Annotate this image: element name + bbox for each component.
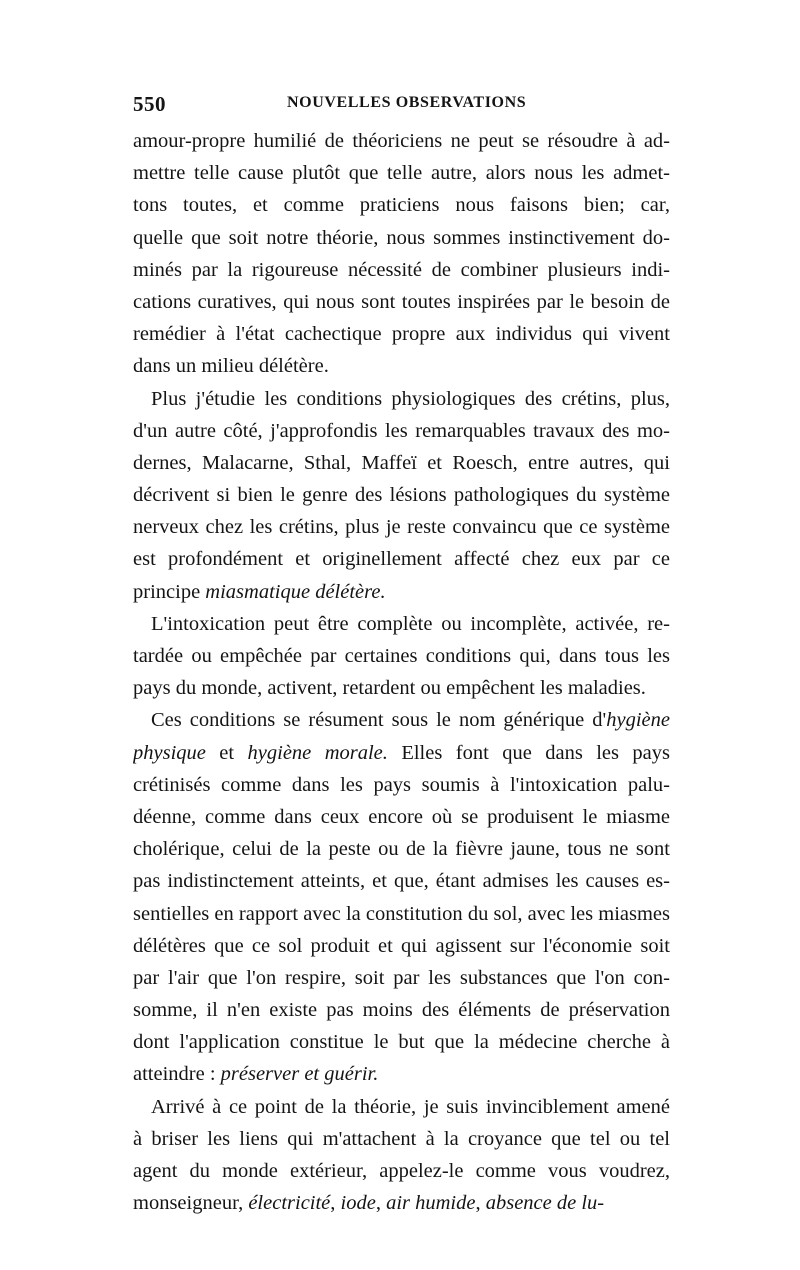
text-line bbox=[133, 1187, 670, 1219]
text-line bbox=[133, 479, 670, 511]
text-run: par l'air que l'on respire, soit par les substances que l'on con- bbox=[133, 966, 670, 989]
text-run: tardée ou empêchée par certaines conditions qui, dans tous les bbox=[133, 645, 670, 667]
italic-text: absence de lu- bbox=[485, 1192, 605, 1215]
text-line bbox=[133, 1058, 670, 1090]
page-number: 550 bbox=[133, 92, 166, 116]
text-line bbox=[133, 350, 670, 382]
text-line bbox=[133, 640, 670, 672]
text-run: L'intoxication peut être complète ou incomplète, activée, re- bbox=[151, 612, 670, 635]
text-run: , bbox=[475, 1192, 486, 1215]
text-run: à briser les liens qui m'attachent à la croyance que tel ou tel bbox=[133, 1127, 670, 1150]
text-line bbox=[133, 865, 670, 897]
italic-text: hygiène bbox=[606, 709, 670, 732]
text-run: principe bbox=[133, 580, 206, 603]
text-line bbox=[133, 1026, 670, 1058]
italic-text: miasmatique délétère. bbox=[205, 580, 386, 603]
text-line bbox=[133, 254, 670, 286]
text-run: dans un milieu délétère. bbox=[133, 355, 329, 378]
text-run: remédier à l'état cachectique propre aux individus qui vivent bbox=[133, 323, 670, 346]
text-run: dont l'application constitue le but que la médecine cherche à bbox=[133, 1031, 670, 1054]
text-run: , bbox=[375, 1192, 387, 1215]
text-line bbox=[133, 189, 670, 221]
text-run: somme, il n'en existe pas moins des éléments de préservation bbox=[133, 999, 670, 1022]
italic-text: air humide bbox=[386, 1192, 476, 1215]
text-line bbox=[133, 543, 670, 575]
text-run: quelle que soit notre théorie, nous sommes instinctivement do- bbox=[133, 226, 670, 249]
text-run: dernes, Malacarne, Sthal, Maffeï et Roesch, entre autres, qui bbox=[133, 451, 670, 474]
text-line bbox=[133, 704, 670, 736]
text-line bbox=[133, 1155, 670, 1187]
text-line bbox=[133, 1123, 670, 1155]
text-line bbox=[133, 576, 670, 608]
italic-text: hygiène morale. bbox=[247, 741, 388, 764]
text-line bbox=[133, 286, 670, 318]
italic-text: préserver et guérir. bbox=[220, 1063, 379, 1086]
text-line bbox=[133, 994, 670, 1026]
text-run: d'un autre côté, j'approfondis les remarquables travaux des mo- bbox=[133, 419, 670, 442]
text-line bbox=[133, 222, 670, 254]
text-line bbox=[133, 672, 670, 704]
text-run: monseigneur, bbox=[133, 1192, 249, 1215]
text-run: minés par la rigoureuse nécessité de combiner plusieurs indi- bbox=[133, 258, 670, 281]
text-run: Elles font que dans les pays bbox=[387, 741, 670, 764]
text-run: agent du monde extérieur, appelez-le comme vous voudrez, bbox=[133, 1160, 670, 1182]
text-line bbox=[133, 608, 670, 640]
text-run: mettre telle cause plutôt que telle autre, alors nous les admet- bbox=[133, 162, 670, 185]
text-line bbox=[133, 1091, 670, 1123]
text-run: , bbox=[330, 1192, 341, 1215]
text-line bbox=[133, 801, 670, 833]
text-line bbox=[133, 511, 670, 543]
text-run: Plus j'étudie les conditions physiologiques des crétins, plus, bbox=[151, 387, 670, 410]
text-line bbox=[133, 383, 670, 415]
text-run: déenne, comme dans ceux encore où se produisent le miasme bbox=[133, 805, 670, 828]
text-run: pays du monde, activent, retardent ou empêchent les maladies. bbox=[133, 677, 646, 700]
running-title: NOUVELLES OBSERVATIONS bbox=[287, 94, 527, 111]
text-run: sentielles en rapport avec la constitution du sol, avec les miasmes bbox=[133, 902, 670, 925]
text-run: et bbox=[205, 741, 248, 764]
running-head bbox=[133, 92, 670, 120]
text-line bbox=[133, 447, 670, 479]
text-run: tons toutes, et comme praticiens nous faisons bien; car, bbox=[133, 194, 670, 217]
text-run: Ces conditions se résument sous le nom générique d' bbox=[151, 709, 607, 732]
text-line bbox=[133, 737, 670, 769]
text-run: cholérique, celui de la peste ou de la fièvre jaune, tous ne sont bbox=[133, 838, 670, 861]
text-line bbox=[133, 962, 670, 994]
text-line bbox=[133, 898, 670, 930]
italic-text: physique bbox=[133, 741, 206, 764]
text-line bbox=[133, 125, 670, 157]
text-line bbox=[133, 318, 670, 350]
text-run: est profondément et originellement affecté chez eux par ce bbox=[133, 548, 670, 571]
text-line bbox=[133, 415, 670, 447]
body-text bbox=[133, 125, 670, 1219]
text-line bbox=[133, 157, 670, 189]
text-run: nerveux chez les crétins, plus je reste convaincu que ce système bbox=[133, 516, 670, 539]
text-run: atteindre : bbox=[133, 1063, 221, 1086]
text-line bbox=[133, 769, 670, 801]
text-line bbox=[133, 930, 670, 962]
italic-text: iode bbox=[340, 1192, 376, 1215]
text-run: délétères que ce sol produit et qui agissent sur l'économie soit bbox=[133, 934, 670, 957]
text-run: amour-propre humilié de théoriciens ne peut se résoudre à ad- bbox=[133, 130, 670, 152]
text-run: crétinisés comme dans les pays soumis à l'intoxication palu- bbox=[133, 773, 670, 796]
text-run: cations curatives, qui nous sont toutes inspirées par le besoin de bbox=[133, 290, 670, 313]
text-run: pas indistinctement atteints, et que, étant admises les causes es- bbox=[133, 870, 670, 893]
text-run: décrivent si bien le genre des lésions pathologiques du système bbox=[133, 484, 670, 507]
text-line bbox=[133, 833, 670, 865]
italic-text: électricité bbox=[248, 1192, 331, 1215]
text-run: Arrivé à ce point de la théorie, je suis invinciblement amené bbox=[151, 1095, 670, 1118]
